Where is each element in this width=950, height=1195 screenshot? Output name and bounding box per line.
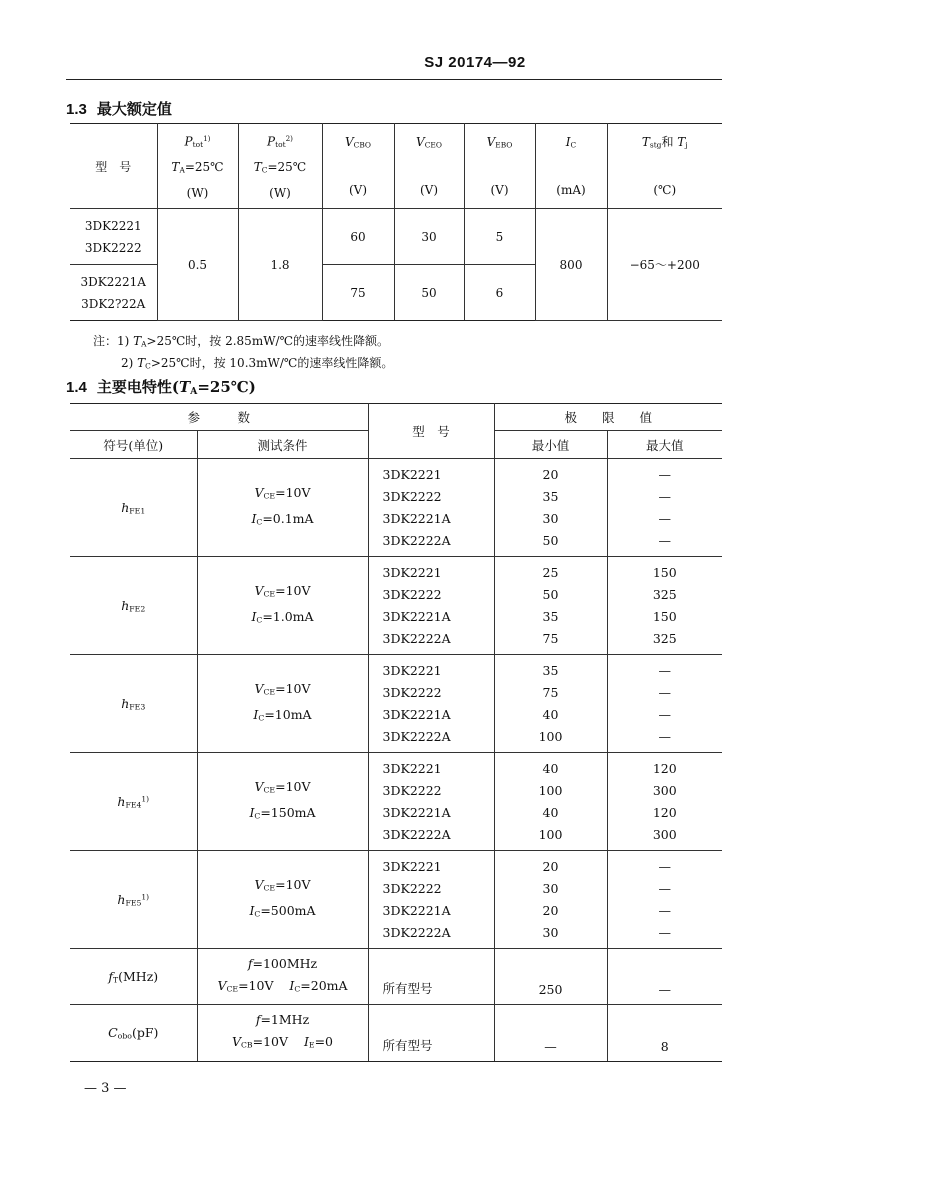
- symbol-hfe4: $h_{FE4}^{1)}$: [70, 753, 197, 851]
- vcbo-value: 60: [322, 209, 394, 265]
- header-ptot1: Ptot$^{1)}$ TA=25℃ (W): [157, 124, 238, 209]
- conditions-cell: f=1MHz $V_{CB}=10V$ $I_E=0$: [197, 1005, 368, 1062]
- model-list: 3DK2221 3DK2222 3DK2221A 3DK2222A: [368, 557, 494, 655]
- header-vcbo: VCBO (V): [322, 124, 394, 209]
- vcbo-value: 75: [322, 265, 394, 321]
- vebo-value: 6: [464, 265, 535, 321]
- max-values: 150 325 150 325: [607, 557, 722, 655]
- section-number: 1.4: [66, 379, 87, 396]
- vceo-value: 50: [394, 265, 464, 321]
- section-1-3-heading: [66, 98, 172, 119]
- max-values: — — — —: [607, 459, 722, 557]
- header-parameters: 参 数: [70, 404, 368, 431]
- section-number: 1.3: [66, 101, 87, 118]
- max-values: — — — —: [607, 851, 722, 949]
- max-values: — — — —: [607, 655, 722, 753]
- conditions-cell: $V_{CE}=10V$ $I_C=0.1mA$: [197, 459, 368, 557]
- max-value: —: [607, 949, 722, 1005]
- max-values: 120 300 120 300: [607, 753, 722, 851]
- note-2: 2) TC>25℃时，按 10.3mW/℃的速率线性降额。: [121, 356, 394, 371]
- ptot2-value: 1.8: [238, 209, 322, 321]
- note-1: 注：1) TA>25℃时，按 2.85mW/℃的速率线性降额。: [93, 334, 389, 349]
- symbol-hfe1: $h_{FE1}$: [70, 459, 197, 557]
- header-model: 型 号: [70, 124, 157, 209]
- section-1-4-heading: 1.4 主要电特性(TA=25℃): [66, 378, 256, 397]
- max-ratings-table: [70, 123, 722, 321]
- header-min: 最小值: [494, 431, 607, 459]
- document-header: SJ 20174—92: [424, 54, 526, 71]
- ic-value: 800: [535, 209, 607, 321]
- min-values: 25 50 35 75: [494, 557, 607, 655]
- conditions-cell: $V_{CE}=10V$ $I_C=150mA$: [197, 753, 368, 851]
- model-cell: 3DK2221A 3DK2?22A: [70, 265, 157, 321]
- symbol-hfe2: $h_{FE2}$: [70, 557, 197, 655]
- ptot1-value: 0.5: [157, 209, 238, 321]
- model-cell: 3DK2221 3DK2222: [70, 209, 157, 265]
- model-list: 3DK2221 3DK2222 3DK2221A 3DK2222A: [368, 851, 494, 949]
- header-symbol: 符号(单位): [70, 431, 197, 459]
- header-model: 型 号: [368, 404, 494, 459]
- model-list: 3DK2221 3DK2222 3DK2221A 3DK2222A: [368, 753, 494, 851]
- symbol-hfe3: $h_{FE3}$: [70, 655, 197, 753]
- model-list: 3DK2221 3DK2222 3DK2221A 3DK2222A: [368, 655, 494, 753]
- symbol-ft: $f_T(MHz)$: [70, 949, 197, 1005]
- header-vceo: VCEO (V): [394, 124, 464, 209]
- header-conditions: 测试条件: [197, 431, 368, 459]
- header-limits: 极 限 值: [494, 404, 722, 431]
- min-values: 20 35 30 50: [494, 459, 607, 557]
- conditions-cell: $V_{CE}=10V$ $I_C=500mA$: [197, 851, 368, 949]
- model-cell: 所有型号: [368, 1005, 494, 1062]
- min-values: 35 75 40 100: [494, 655, 607, 753]
- max-value: 8: [607, 1005, 722, 1062]
- vebo-value: 5: [464, 209, 535, 265]
- vceo-value: 30: [394, 209, 464, 265]
- min-value: —: [494, 1005, 607, 1062]
- electrical-characteristics-table: [70, 403, 722, 1062]
- min-values: 40 100 40 100: [494, 753, 607, 851]
- header-vebo: VEBO (V): [464, 124, 535, 209]
- header-tstg-tj: Tstg和 Tj (℃): [607, 124, 722, 209]
- header-max: 最大值: [607, 431, 722, 459]
- symbol-cobo: $C_{obo}(pF)$: [70, 1005, 197, 1062]
- conditions-cell: f=100MHz $V_{CE}=10V$ $I_C=20mA$: [197, 949, 368, 1005]
- section-title: 最大额定值: [96, 100, 172, 118]
- model-cell: 所有型号: [368, 949, 494, 1005]
- conditions-cell: $V_{CE}=10V$ $I_C=10mA$: [197, 655, 368, 753]
- header-ptot2: Ptot$^{2)}$ TC=25℃ (W): [238, 124, 322, 209]
- min-value: 250: [494, 949, 607, 1005]
- conditions-cell: $V_{CE}=10V$ $I_C=1.0mA$: [197, 557, 368, 655]
- model-list: 3DK2221 3DK2222 3DK2221A 3DK2222A: [368, 459, 494, 557]
- symbol-hfe5: $h_{FE5}^{1)}$: [70, 851, 197, 949]
- header-rule: [66, 79, 722, 80]
- page-number: — 3 —: [84, 1081, 127, 1096]
- header-ic: IC (mA): [535, 124, 607, 209]
- temperature-range: −65～+200: [607, 209, 722, 321]
- min-values: 20 30 20 30: [494, 851, 607, 949]
